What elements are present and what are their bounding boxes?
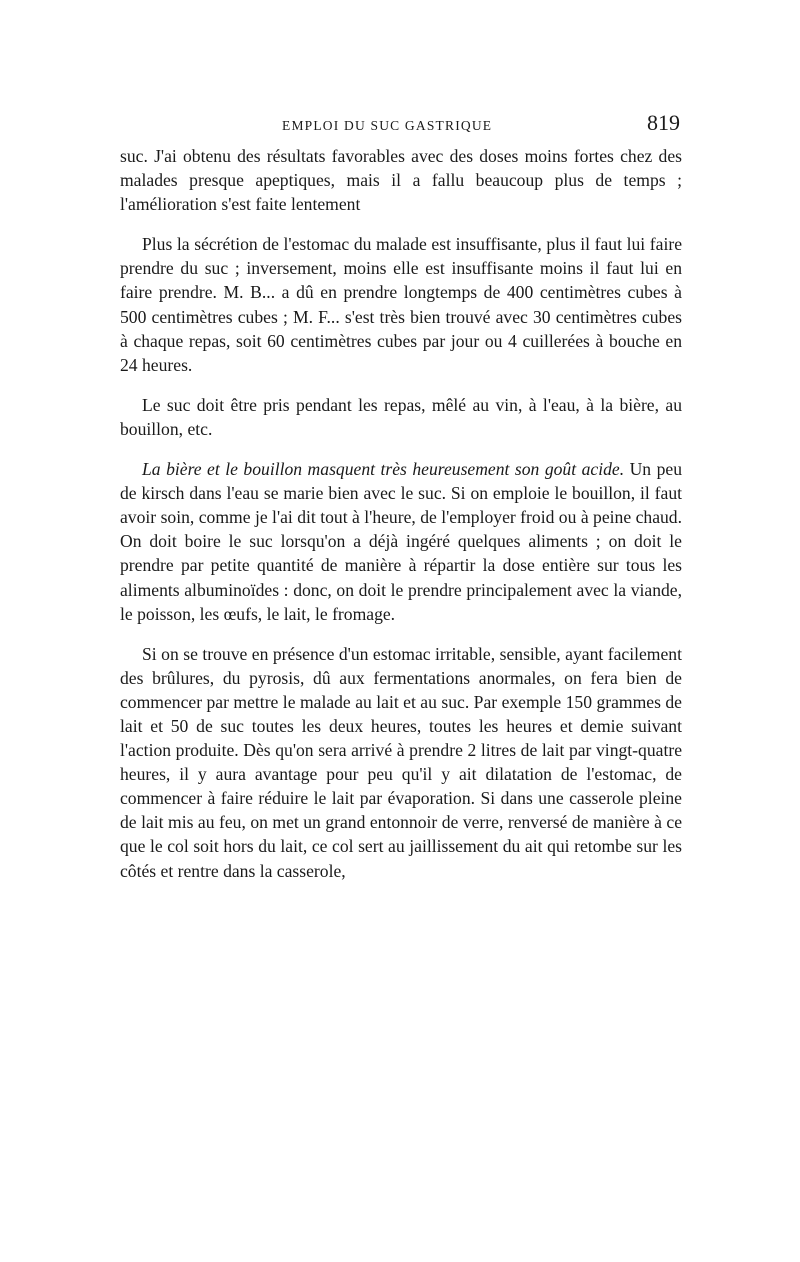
paragraph-taste-text: Un peu de kirsch dans l'eau se marie bien avec le suc. Si on emploie le bouillon, il faut avoir soin, comme je l'ai dit tout à l'heure, de l'employer froid ou à peine chaud. On doit boire le suc lorsqu'on a déjà ingéré quelques aliments ; on doit le prendre par petite quantité de manière à répartir la dose entière sur tous les aliments albuminoïdes : donc, on doit le prendre principalement avec la viande, le poisson, les œufs, le lait, le fromage. [120,459,682,624]
body-text [120,144,682,883]
paragraph-taste [120,457,682,626]
italic-phrase: La bière et le bouillon masquent très heureusement son goût acide. [142,459,625,480]
running-head [120,110,682,140]
paragraph-dosage: Plus la sécrétion de l'estomac du malade est insuffisante, plus il faut lui faire prendre du suc ; inversement, moins elle est insuffisante moins il faut lui en faire prendre. M. B... a dû en prendre longtemps de 400 centimètres cubes à 500 centimètres cubes ; M. F... s'est très bien trouvé avec 30 centimètres cubes à chaque repas, soit 60 centimètres cubes par jour ou 4 cuillerées à bouche en 24 heures. [120,234,682,375]
paragraph-irritable-stomach: Si on se trouve en présence d'un estomac irritable, sensible, ayant facilement des brûlures, du pyrosis, dû aux fermentations anormales, on fera bien de commencer par mettre le malade au lait et au suc. Par exemple 150 grammes de lait et 50 de suc toutes les deux heures, toutes les heures et demie suivant l'action produite. Dès qu'on sera arrivé à prendre 2 litres de lait par vingt-quatre heures, il y aura avantage pour peu qu'il y ait dilatation de l'estomac, de commencer à faire réduire le lait par évaporation. Si dans une casserole pleine de lait mis au feu, on met un grand entonnoir de verre, renversé de manière à ce que le col soit hors du lait, ce col sert au jaillissement du ait qui retombe sur les côtés et rentre dans la casserole, [120,643,682,881]
running-title: EMPLOI DU SUC GASTRIQUE [282,118,493,133]
paragraph-administration: Le suc doit être pris pendant les repas, mêlé au vin, à l'eau, à la bière, au bouillon, etc. [120,394,682,439]
page-number: 819 [647,110,680,135]
paragraph-continuation: suc. J'ai obtenu des résultats favorables avec des doses moins fortes chez des malades presque apeptiques, mais il a fallu beaucoup plus de temps ; l'amélioration s'est faite lentement [120,146,682,215]
book-page [120,110,682,883]
